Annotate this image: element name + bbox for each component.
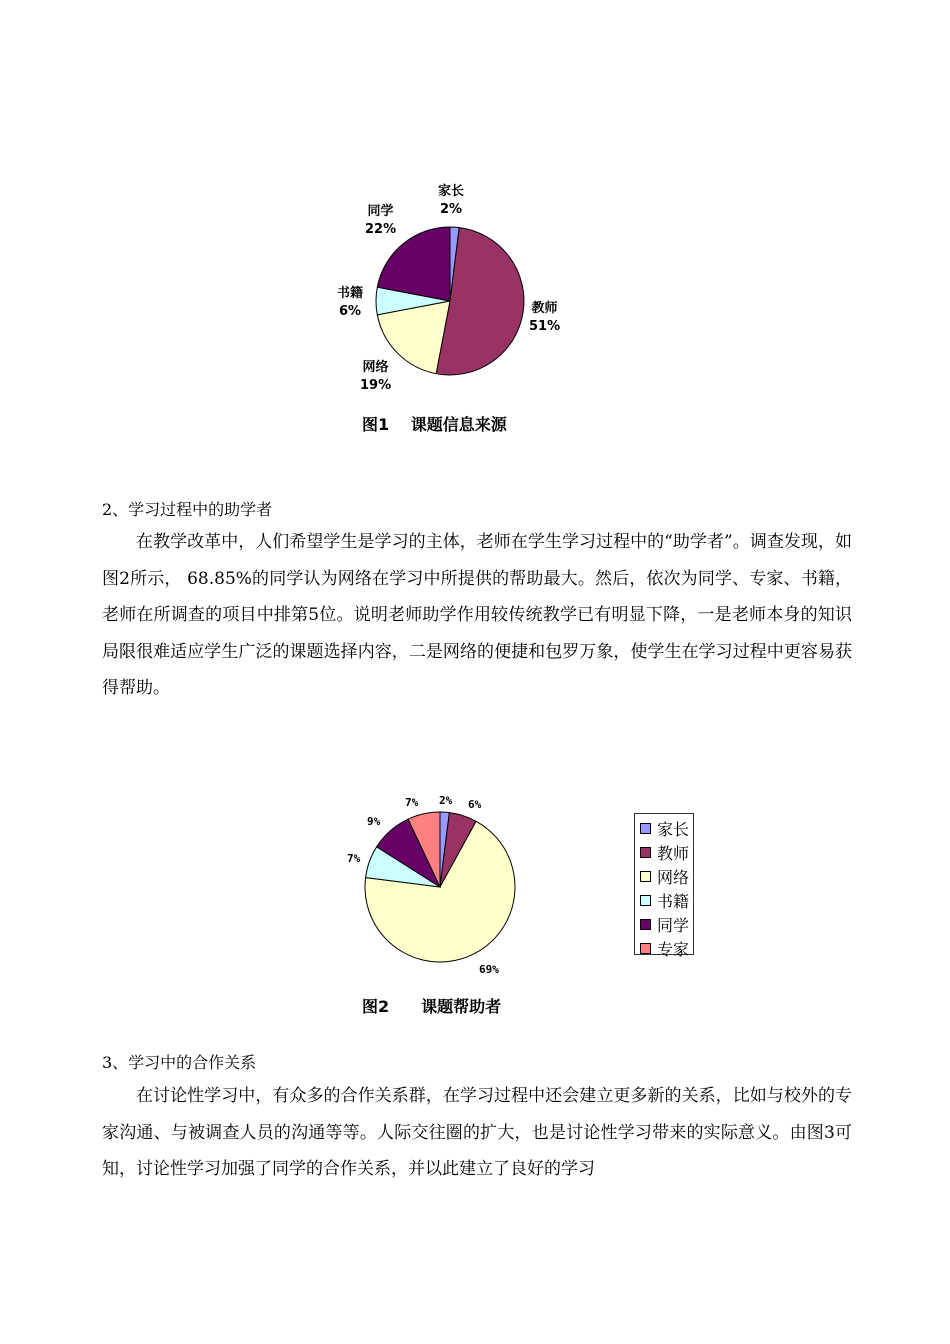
legend-item-parent [635,816,693,840]
pie1-label-classmates-name: 同学 [367,204,394,219]
legend-label-classmates: 同学 [657,915,690,935]
legend-label-books: 书籍 [657,891,690,911]
legend-swatch-experts [640,943,651,954]
pie1-label-parent [438,183,464,219]
figure1-caption-title: 课题信息来源 [410,415,507,434]
pie1-label-network-pct: 19% [360,378,392,393]
section-3-paragraph: 在讨论性学习中，有众多的合作关系群，在学习过程中还会建立更多新的关系，比如与校外的专家沟通、与被调查人员的沟通等等。人际交往圈的扩大，也是讨论性学习带来的实际意义。由图3可知，讨论性学习加强了同学的合作关系，并以此建立了良好的学习 [102,1086,852,1179]
pie2-legend [634,813,694,959]
pie1-label-teacher-pct: 51% [529,319,561,334]
pie2-pct-books: 7% [347,852,361,865]
pie1-label-books [337,285,363,321]
pie1-label-books-pct: 6% [338,304,362,319]
legend-item-teacher [635,840,693,864]
pie1-label-classmates [365,203,396,239]
legend-item-experts [635,936,693,960]
legend-label-teacher: 教师 [657,843,690,863]
figure2-caption [362,994,501,1017]
pie1-label-teacher [529,300,560,336]
pie1-label-parent-pct: 2% [439,202,463,217]
legend-label-experts: 专家 [657,939,690,959]
pie2-pct-network: 69% [479,963,499,976]
figure2-caption-number: 图2 [362,997,390,1016]
pie1-label-parent-name: 家长 [438,184,465,199]
pie1-label-classmates-pct: 22% [365,222,397,237]
legend-swatch-classmates [640,919,651,930]
figure1-caption-number: 图1 [362,415,390,434]
legend-label-network: 网络 [657,867,690,887]
legend-swatch-network [640,871,651,882]
pie2-pct-teacher: 6% [468,798,482,811]
pie2-pct-parent: 2% [439,794,453,807]
figure2-caption-title: 课题帮助者 [421,997,502,1016]
legend-item-classmates [635,912,693,936]
pie2-pct-experts: 7% [405,796,419,809]
pie1-label-network-name: 网络 [362,360,389,375]
pie1-label-network [360,359,391,395]
pie2-pct-classmates: 9% [367,815,381,828]
legend-label-parent: 家长 [657,819,690,839]
section-2-paragraph: 在教学改革中，人们希望学生是学习的主体，老师在学生学习过程中的“助学者”。调查发现，如图2所示， 68.85%的同学认为网络在学习中所提供的帮助最大。然后，依次为同学、专家、书籍，老师在所调查的项目中排第5位。说明老师助学作用较传统教学已有明显下降，一是老师本身的知识局限很难适应学生广泛的课题选择内容，二是网络的便捷和包罗万象，使学生在学习过程中更容易获得帮助。 [102,532,852,698]
section-2-heading: 2、学习过程中的助学者 [102,500,273,519]
figure1-caption [362,412,507,435]
pie1-label-books-name: 书籍 [337,286,364,301]
legend-swatch-parent [640,823,651,834]
legend-item-books [635,888,693,912]
pie-chart-1 [376,227,524,375]
legend-item-network [635,864,693,888]
pie-chart-2 [365,812,515,962]
section-3-heading: 3、学习中的合作关系 [102,1053,257,1072]
legend-swatch-books [640,895,651,906]
pie1-label-teacher-name: 教师 [531,301,558,316]
legend-swatch-teacher [640,847,651,858]
